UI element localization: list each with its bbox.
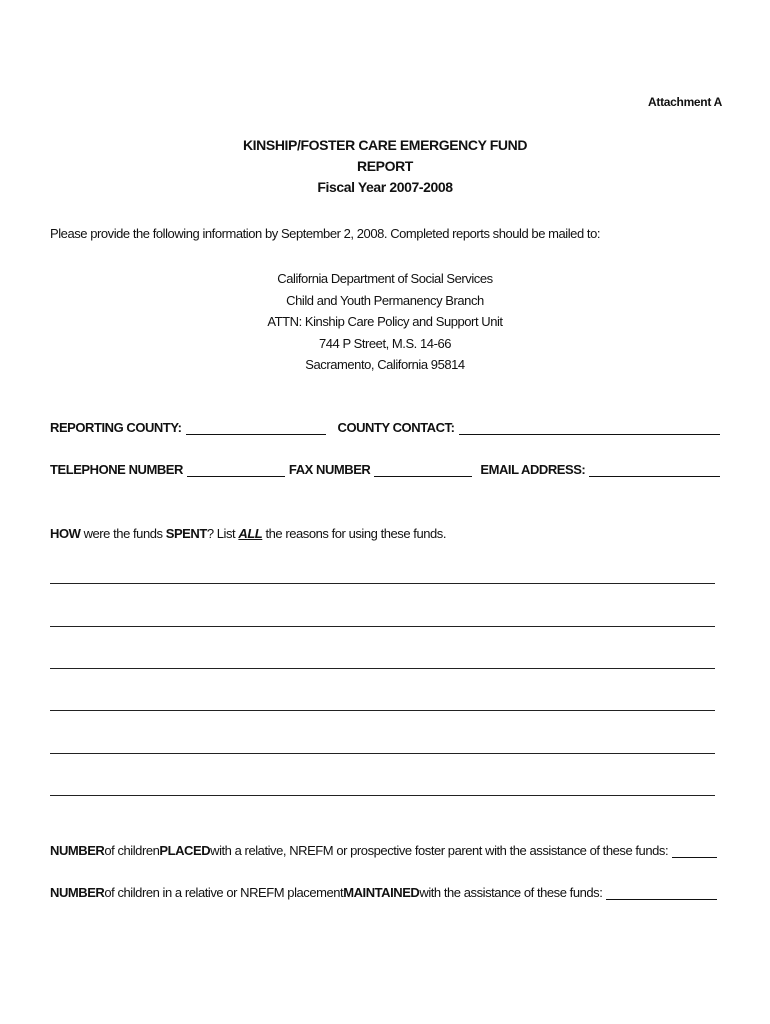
children-placed-field[interactable]: [672, 845, 717, 858]
placed-text-1: of children: [104, 843, 160, 858]
county-contact-label: COUNTY CONTACT:: [337, 420, 455, 435]
fax-label: FAX NUMBER: [288, 462, 371, 477]
intro-text: Please provide the following information by September 2, 2008. Completed reports should be mailed to:: [50, 226, 601, 241]
mailing-address: [0, 268, 770, 376]
county-row: [50, 420, 720, 435]
answer-line-3[interactable]: [50, 668, 715, 669]
children-maintained-field[interactable]: [606, 887, 717, 900]
children-placed-row: [50, 843, 717, 858]
all-word: ALL: [238, 526, 263, 541]
maintained-number-word: NUMBER: [50, 885, 105, 900]
attachment-text: Attachment A: [648, 95, 722, 109]
maintained-text-1: of children in a relative or NREFM placement: [104, 885, 344, 900]
contact-row: [50, 462, 720, 477]
maintained-word: MAINTAINED: [343, 885, 420, 900]
placed-number-word: NUMBER: [50, 843, 105, 858]
address-line-1: California Department of Social Services: [277, 271, 493, 286]
email-label: EMAIL ADDRESS:: [480, 462, 586, 477]
address-line-5: Sacramento, California 95814: [305, 357, 465, 372]
telephone-field[interactable]: [187, 464, 285, 477]
answer-line-1[interactable]: [50, 583, 715, 584]
reporting-county-field[interactable]: [186, 422, 326, 435]
title-line-2: REPORT: [357, 158, 413, 174]
funds-question: [50, 526, 446, 541]
address-line-3: ATTN: Kinship Care Policy and Support Unit: [267, 314, 503, 329]
question-text-2: ? List: [206, 526, 239, 541]
children-maintained-row: [50, 885, 717, 900]
answer-line-5[interactable]: [50, 753, 715, 754]
answer-line-2[interactable]: [50, 626, 715, 627]
question-text-1: were the funds: [80, 526, 166, 541]
telephone-label: TELEPHONE NUMBER: [50, 462, 183, 477]
placed-text-2: with a relative, NREFM or prospective foster parent with the assistance of these funds:: [210, 843, 669, 858]
spent-word: SPENT: [165, 526, 207, 541]
reporting-county-label: REPORTING COUNTY:: [50, 420, 182, 435]
address-line-4: 744 P Street, M.S. 14-66: [318, 335, 452, 351]
county-contact-field[interactable]: [459, 422, 721, 435]
placed-word: PLACED: [159, 843, 211, 858]
how-word: HOW: [50, 526, 81, 541]
answer-line-6[interactable]: [50, 795, 715, 796]
question-text-3: the reasons for using these funds.: [262, 526, 447, 541]
form-title: [0, 135, 770, 198]
email-field[interactable]: [589, 464, 720, 477]
fax-field[interactable]: [374, 464, 472, 477]
attachment-label: [648, 95, 722, 109]
title-line-3: Fiscal Year 2007-2008: [317, 179, 453, 195]
title-line-1: KINSHIP/FOSTER CARE EMERGENCY FUND: [242, 137, 528, 153]
maintained-text-2: with the assistance of these funds:: [419, 885, 603, 900]
answer-line-4[interactable]: [50, 710, 715, 711]
address-line-2: Child and Youth Permanency Branch: [286, 292, 484, 308]
